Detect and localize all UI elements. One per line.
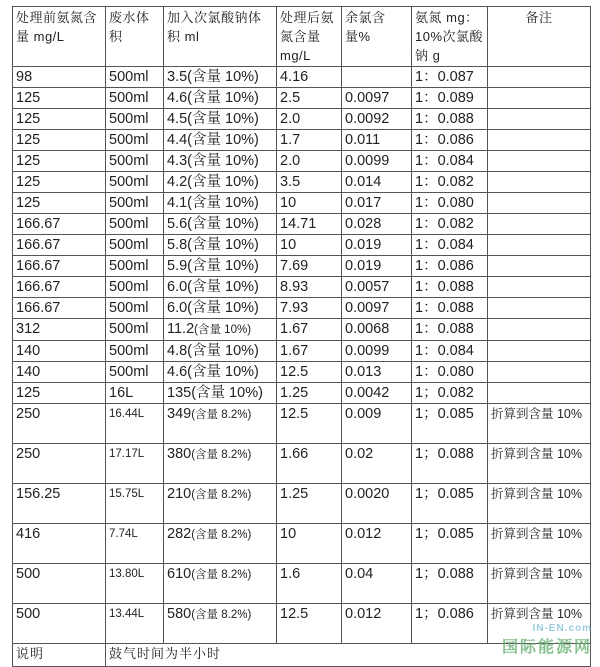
cell-volume: 500ml [106, 151, 164, 172]
table-row [13, 444, 591, 484]
cell-naclo [164, 67, 277, 88]
cell-residual-chlorine: 0.0099 [342, 151, 412, 172]
cell-volume: 500ml [106, 193, 164, 214]
naclo-volume: 4.8 [167, 343, 188, 359]
cell-before: 125 [13, 193, 106, 214]
cell-volume: 500ml [106, 341, 164, 362]
table-row [13, 404, 591, 444]
naclo-volume: 210 [167, 486, 192, 502]
cell-naclo [164, 235, 277, 256]
cell-before: 125 [13, 172, 106, 193]
table-row [13, 362, 591, 383]
naclo-volume: 4.6 [167, 364, 188, 380]
cell-note [488, 277, 591, 298]
watermark-line2: 国际能源网 [501, 639, 592, 656]
cell-volume: 500ml [106, 172, 164, 193]
cell-volume: 15.75L [106, 484, 164, 524]
cell-note [488, 256, 591, 277]
cell-residual-chlorine: 0.0092 [342, 109, 412, 130]
cell-ratio: 1：0.086 [412, 130, 488, 151]
cell-ratio: 1；0.088 [412, 444, 488, 484]
naclo-volume: 4.5 [167, 111, 188, 127]
cell-note: 折算到含量 10% [488, 484, 591, 524]
cell-after: 1.6 [277, 564, 342, 604]
cell-before: 140 [13, 341, 106, 362]
naclo-volume: 4.3 [167, 153, 188, 169]
cell-after: 12.5 [277, 362, 342, 383]
cell-naclo [164, 444, 277, 484]
cell-naclo [164, 256, 277, 277]
naclo-volume: 4.6 [167, 90, 188, 106]
cell-note [488, 88, 591, 109]
cell-before: 125 [13, 130, 106, 151]
cell-before: 166.67 [13, 235, 106, 256]
cell-residual-chlorine: 0.011 [342, 130, 412, 151]
table-row [13, 214, 591, 235]
cell-note [488, 193, 591, 214]
naclo-concentration: (含量 10%) [187, 174, 259, 190]
cell-naclo [164, 484, 277, 524]
cell-residual-chlorine: 0.02 [342, 444, 412, 484]
cell-after: 1.67 [277, 341, 342, 362]
naclo-concentration: (含量 10%) [187, 111, 259, 127]
naclo-volume: 135 [167, 385, 192, 401]
cell-ratio: 1：0.088 [412, 109, 488, 130]
cell-ratio: 1；0.086 [412, 604, 488, 644]
naclo-concentration: (含量 10%) [187, 364, 259, 380]
table-row [13, 193, 591, 214]
naclo-volume: 3.5 [167, 69, 188, 85]
cell-before: 250 [13, 404, 106, 444]
cell-after: 10 [277, 193, 342, 214]
cell-before: 250 [13, 444, 106, 484]
cell-ratio: 1：0.084 [412, 151, 488, 172]
cell-ratio: 1：0.086 [412, 256, 488, 277]
header-before: 处理前氨氮含量 mg/L [13, 7, 106, 67]
cell-after: 1.25 [277, 484, 342, 524]
naclo-concentration: (含量 10%) [187, 153, 259, 169]
cell-volume: 500ml [106, 319, 164, 341]
cell-before: 98 [13, 67, 106, 88]
cell-volume: 500ml [106, 256, 164, 277]
data-table [12, 6, 591, 667]
cell-volume: 16L [106, 383, 164, 404]
cell-volume: 13.80L [106, 564, 164, 604]
naclo-volume: 580 [167, 606, 192, 622]
naclo-volume: 6.0 [167, 300, 188, 316]
cell-note: 折算到含量 10% [488, 604, 591, 644]
cell-naclo [164, 277, 277, 298]
cell-volume: 500ml [106, 67, 164, 88]
cell-note [488, 383, 591, 404]
cell-ratio: 1；0.085 [412, 404, 488, 444]
cell-naclo [164, 214, 277, 235]
cell-note: 折算到含量 10% [488, 524, 591, 564]
cell-residual-chlorine: 0.017 [342, 193, 412, 214]
cell-after: 10 [277, 524, 342, 564]
naclo-concentration: (含量 8.2%) [191, 489, 252, 501]
cell-after: 10 [277, 235, 342, 256]
naclo-volume: 5.9 [167, 258, 188, 274]
naclo-concentration: (含量 8.2%) [191, 569, 252, 581]
cell-residual-chlorine: 0.0097 [342, 88, 412, 109]
header-naclo: 加入次氯酸钠体积 ml [164, 7, 277, 67]
cell-ratio: 1：0.080 [412, 362, 488, 383]
cell-residual-chlorine: 0.012 [342, 524, 412, 564]
header-ratio: 氨氮 mg：10%次氯酸钠 g [412, 7, 488, 67]
naclo-volume: 11.2 [167, 321, 195, 337]
header-after: 处理后氨氮含量 mg/L [277, 7, 342, 67]
cell-ratio: 1：0.084 [412, 235, 488, 256]
cell-before: 156.25 [13, 484, 106, 524]
cell-volume: 500ml [106, 277, 164, 298]
cell-ratio: 1：0.087 [412, 67, 488, 88]
naclo-concentration: (含量 10%) [187, 132, 259, 148]
cell-naclo [164, 298, 277, 319]
cell-ratio: 1：0.088 [412, 277, 488, 298]
table-row [13, 235, 591, 256]
cell-ratio: 1：0.084 [412, 341, 488, 362]
cell-note: 折算到含量 10% [488, 444, 591, 484]
cell-before: 125 [13, 109, 106, 130]
cell-after: 1.7 [277, 130, 342, 151]
naclo-volume: 5.8 [167, 237, 188, 253]
cell-after: 14.71 [277, 214, 342, 235]
footer-text: 鼓气时间为半小时 [106, 644, 591, 667]
cell-note: 折算到含量 10% [488, 404, 591, 444]
naclo-volume: 4.2 [167, 174, 188, 190]
cell-ratio: 1：0.088 [412, 298, 488, 319]
cell-before: 500 [13, 564, 106, 604]
table-row [13, 88, 591, 109]
table-row [13, 277, 591, 298]
cell-before: 500 [13, 604, 106, 644]
cell-residual-chlorine: 0.013 [342, 362, 412, 383]
cell-note [488, 67, 591, 88]
cell-ratio: 1：0.082 [412, 214, 488, 235]
cell-volume: 500ml [106, 130, 164, 151]
cell-note [488, 151, 591, 172]
cell-before: 166.67 [13, 214, 106, 235]
header-note: 备注 [488, 7, 591, 67]
table-row [13, 484, 591, 524]
naclo-volume: 5.6 [167, 216, 188, 232]
cell-before: 166.67 [13, 298, 106, 319]
table-row [13, 109, 591, 130]
cell-after: 2.0 [277, 151, 342, 172]
cell-volume: 500ml [106, 88, 164, 109]
naclo-concentration: (含量 8.2%) [191, 449, 252, 461]
cell-ratio: 1：0.088 [412, 319, 488, 341]
cell-after: 3.5 [277, 172, 342, 193]
cell-after: 12.5 [277, 604, 342, 644]
naclo-concentration: (含量 10%) [187, 195, 259, 211]
cell-note [488, 109, 591, 130]
naclo-concentration: (含量 10%) [194, 324, 252, 336]
cell-residual-chlorine: 0.009 [342, 404, 412, 444]
cell-note [488, 235, 591, 256]
cell-volume: 16.44L [106, 404, 164, 444]
naclo-concentration: (含量 10%) [187, 216, 259, 232]
naclo-concentration: (含量 10%) [191, 385, 263, 401]
cell-before: 125 [13, 151, 106, 172]
cell-note: 折算到含量 10% [488, 564, 591, 604]
naclo-concentration: (含量 8.2%) [191, 529, 252, 541]
cell-naclo [164, 319, 277, 341]
cell-naclo [164, 383, 277, 404]
cell-ratio: 1；0.088 [412, 564, 488, 604]
cell-residual-chlorine: 0.012 [342, 604, 412, 644]
cell-ratio: 1：0.089 [412, 88, 488, 109]
cell-naclo [164, 88, 277, 109]
cell-ratio: 1；0.085 [412, 484, 488, 524]
cell-residual-chlorine: 0.028 [342, 214, 412, 235]
cell-naclo [164, 362, 277, 383]
cell-before: 166.67 [13, 256, 106, 277]
cell-residual-chlorine: 0.04 [342, 564, 412, 604]
naclo-concentration: (含量 10%) [187, 69, 259, 85]
table-row [13, 524, 591, 564]
cell-volume: 13.44L [106, 604, 164, 644]
cell-after: 7.69 [277, 256, 342, 277]
cell-residual-chlorine: 0.0020 [342, 484, 412, 524]
table-row [13, 319, 591, 341]
naclo-concentration: (含量 8.2%) [191, 609, 252, 621]
cell-naclo [164, 172, 277, 193]
cell-ratio: 1；0.085 [412, 524, 488, 564]
cell-residual-chlorine: 0.014 [342, 172, 412, 193]
cell-ratio: 1：0.082 [412, 172, 488, 193]
cell-after: 8.93 [277, 277, 342, 298]
cell-residual-chlorine: 0.0057 [342, 277, 412, 298]
naclo-concentration: (含量 10%) [187, 90, 259, 106]
cell-note [488, 341, 591, 362]
cell-after: 1.67 [277, 319, 342, 341]
cell-naclo [164, 341, 277, 362]
cell-note [488, 214, 591, 235]
cell-note [488, 298, 591, 319]
cell-naclo [164, 564, 277, 604]
cell-volume: 500ml [106, 298, 164, 319]
cell-naclo [164, 404, 277, 444]
cell-residual-chlorine: 0.0068 [342, 319, 412, 341]
cell-after: 4.16 [277, 67, 342, 88]
cell-volume: 500ml [106, 109, 164, 130]
naclo-volume: 4.4 [167, 132, 188, 148]
cell-residual-chlorine: 0.0097 [342, 298, 412, 319]
cell-naclo [164, 151, 277, 172]
cell-naclo [164, 524, 277, 564]
header-row [13, 7, 591, 67]
table-row [13, 256, 591, 277]
footer-label: 说明 [13, 644, 106, 667]
table-row [13, 298, 591, 319]
naclo-concentration: (含量 10%) [187, 343, 259, 359]
table-row [13, 151, 591, 172]
cell-after: 1.25 [277, 383, 342, 404]
cell-naclo [164, 193, 277, 214]
naclo-concentration: (含量 10%) [187, 300, 259, 316]
naclo-concentration: (含量 10%) [187, 279, 259, 295]
naclo-volume: 610 [167, 566, 192, 582]
cell-volume: 17.17L [106, 444, 164, 484]
watermark-line1: IN-EN.com [532, 623, 592, 634]
table-row [13, 172, 591, 193]
cell-volume: 500ml [106, 235, 164, 256]
cell-after: 2.5 [277, 88, 342, 109]
naclo-concentration: (含量 10%) [187, 258, 259, 274]
cell-residual-chlorine: 0.019 [342, 235, 412, 256]
table-row [13, 383, 591, 404]
cell-note [488, 130, 591, 151]
cell-ratio: 1；0.082 [412, 383, 488, 404]
naclo-volume: 6.0 [167, 279, 188, 295]
naclo-concentration: (含量 8.2%) [191, 409, 252, 421]
naclo-volume: 4.1 [167, 195, 188, 211]
cell-residual-chlorine: 0.0099 [342, 341, 412, 362]
cell-volume: 500ml [106, 214, 164, 235]
cell-residual-chlorine: 0.019 [342, 256, 412, 277]
cell-residual-chlorine [342, 67, 412, 88]
cell-ratio: 1：0.080 [412, 193, 488, 214]
cell-residual-chlorine: 0.0042 [342, 383, 412, 404]
naclo-volume: 380 [167, 446, 192, 462]
watermark-logo [502, 623, 592, 657]
table-row [13, 564, 591, 604]
cell-before: 140 [13, 362, 106, 383]
cell-after: 2.0 [277, 109, 342, 130]
cell-naclo [164, 604, 277, 644]
cell-after: 12.5 [277, 404, 342, 444]
cell-naclo [164, 130, 277, 151]
cell-note [488, 362, 591, 383]
cell-after: 1.66 [277, 444, 342, 484]
cell-naclo [164, 109, 277, 130]
cell-before: 166.67 [13, 277, 106, 298]
naclo-volume: 282 [167, 526, 192, 542]
cell-volume: 500ml [106, 362, 164, 383]
cell-before: 312 [13, 319, 106, 341]
cell-note [488, 172, 591, 193]
cell-before: 125 [13, 88, 106, 109]
cell-before: 125 [13, 383, 106, 404]
naclo-concentration: (含量 10%) [187, 237, 259, 253]
cell-after: 7.93 [277, 298, 342, 319]
header-residual-chlorine: 余氯含量% [342, 7, 412, 67]
cell-before: 416 [13, 524, 106, 564]
table-row [13, 67, 591, 88]
table-row [13, 130, 591, 151]
table-row [13, 341, 591, 362]
cell-volume: 7.74L [106, 524, 164, 564]
cell-note [488, 319, 591, 341]
header-volume: 废水体积 [106, 7, 164, 67]
naclo-volume: 349 [167, 406, 192, 422]
